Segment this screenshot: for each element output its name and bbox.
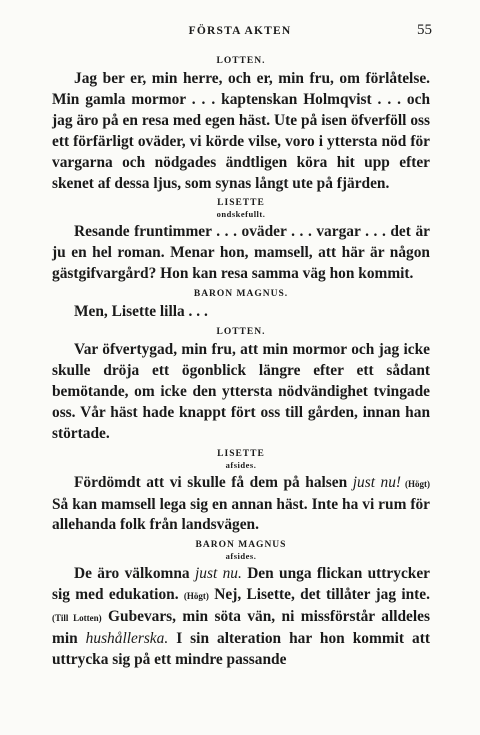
page-header [0, 22, 480, 42]
dialogue-paragraph: Resande fruntimmer . . . oväder . . . vargar . . . det är ju en hel roman. Menar hon, mamsell, att här är någon gästgifvargård? Hon kan resa samma väg hon kommit. [52, 223, 430, 283]
speaker-name: BARON MAGNUS. [193, 289, 289, 300]
running-title: FÖRSTA AKTEN [188, 25, 292, 37]
stage-direction: afsides. [225, 459, 257, 470]
emphasized-text: just nu! [352, 473, 402, 491]
dialogue-text: Nej, Lisette, det tillåter jag inte. [208, 586, 430, 604]
dialogue-paragraph: Jag ber er, min herre, och er, min fru, om förlåtelse. Min gamla mormor . . . kaptenskan Holmqvist . . . och jag äro på en resa med egen häst. Ute på isen öfverföll oss ett förfärligt oväder, vi körde vilse, voro i yttersta nöd för vargarna och nödgades ändtligen köra hit upp efter skenet af dessa ljus, som synas långt ute på fjärden. [52, 70, 430, 192]
speaker-name: LOTTEN. [216, 327, 266, 338]
dialogue-paragraph [52, 473, 430, 537]
inline-stage-direction: (Högt) [183, 591, 209, 602]
speaker-name: LISETTE [217, 448, 265, 459]
inline-stage-direction: (Till Lotten) [52, 613, 102, 624]
dialogue-paragraph: Men, Lisette lilla . . . [74, 303, 208, 321]
inline-stage-direction: (Högt) [401, 478, 430, 489]
dialogue-text: Den unga flickan uttrycker sig med edukation. [52, 565, 431, 604]
play-text [52, 52, 430, 673]
dialogue-paragraph: Var öfvertygad, min fru, att min mormor och jag icke skulle dröja ett ögonblick längre efter ett sådant bemötande, om icke den yttersta nödvändighet tvingade oss. Vår häst hade knappt fört oss till gården, innan han störtade. [52, 341, 430, 442]
dialogue-paragraph [52, 564, 430, 671]
emphasized-text: just nu. [194, 565, 242, 583]
dialogue-text: I sin alteration har hon kommit att uttrycka sig på ett mindre passande [52, 630, 430, 668]
speaker-name: LOTTEN. [216, 56, 266, 66]
speaker-name: BARON MAGNUS [195, 540, 287, 551]
dialogue-text: De äro välkomna [74, 565, 195, 583]
stage-direction: ondskefullt. [216, 209, 266, 220]
page-number: 55 [417, 22, 432, 38]
emphasized-text: hushållerska. [85, 630, 169, 648]
stage-direction: afsides. [225, 551, 257, 562]
dialogue-text: Så kan mamsell lega sig en annan häst. Inte ha vi rum för allehanda folk från landsvägen. [52, 495, 430, 534]
dialogue-text: Gubevars, min söta vän, ni missförstår alldeles min [52, 608, 430, 648]
speaker-name: LISETTE [217, 198, 265, 209]
dialogue-text: Fördömdt att vi skulle få dem på halsen [74, 473, 353, 491]
